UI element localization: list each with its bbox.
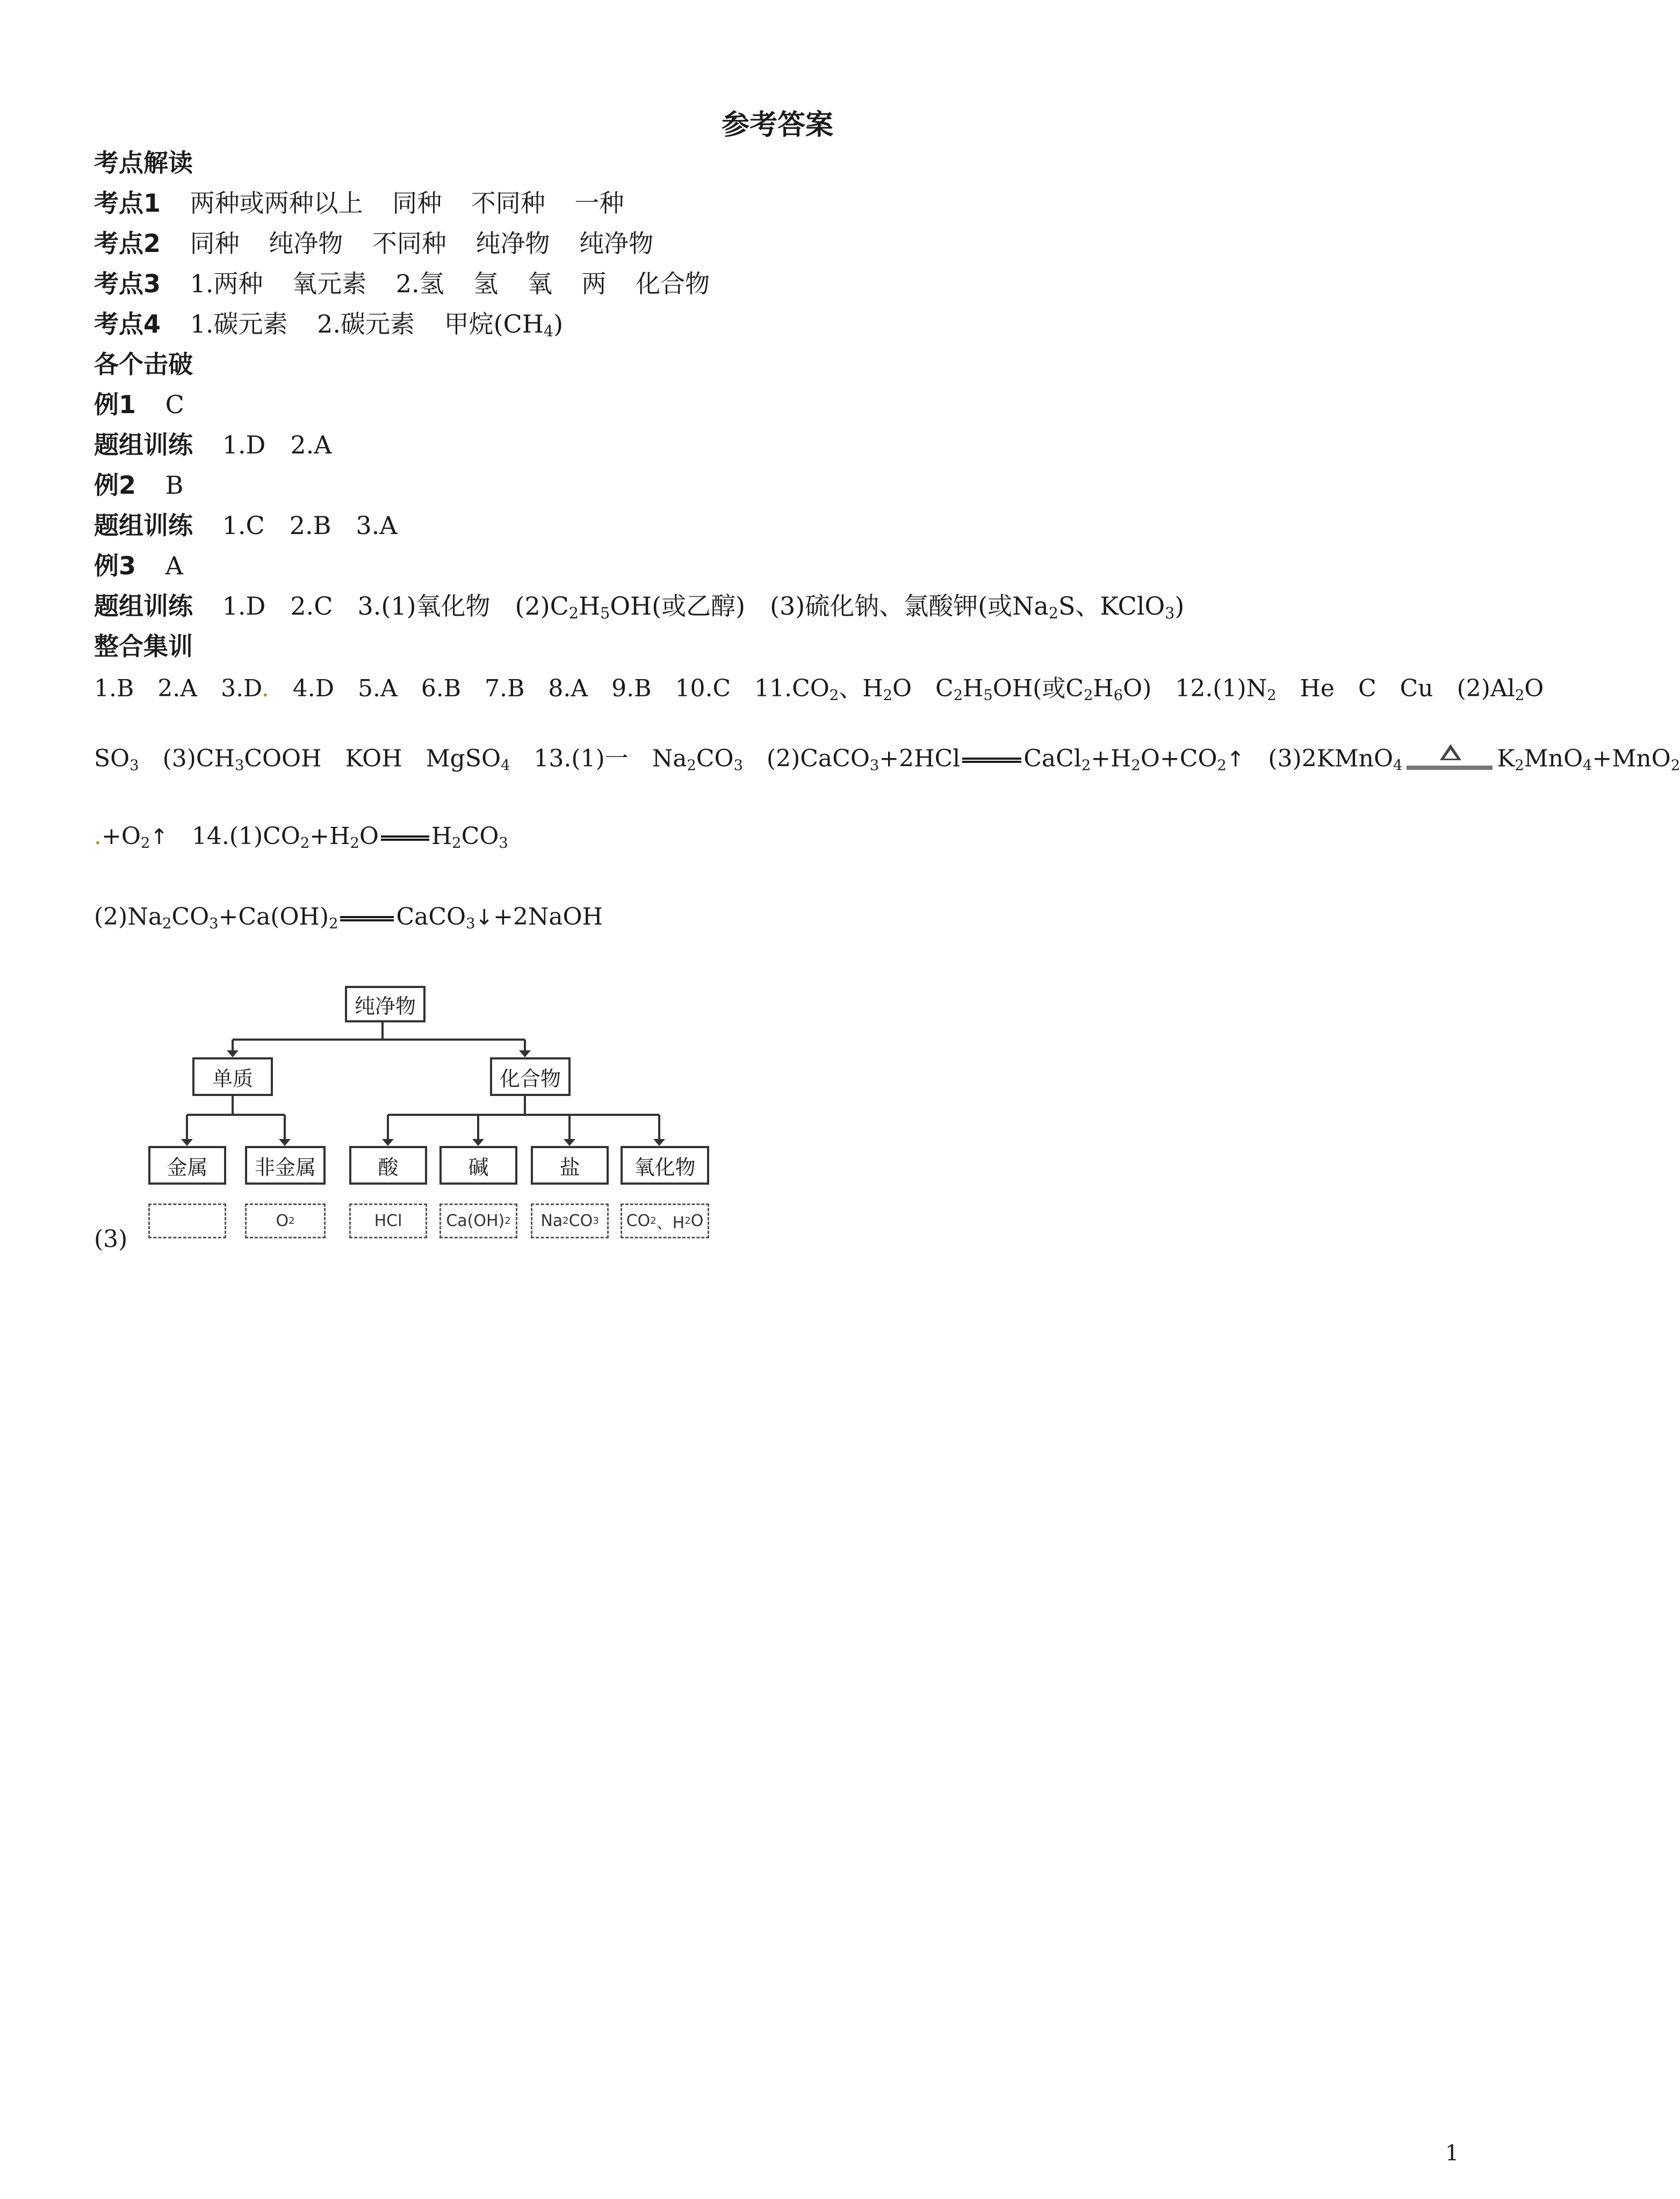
kaodian-3-line <box>94 271 710 296</box>
practice-3-line <box>94 592 1185 623</box>
tree-node-salt: 盐 <box>531 1146 609 1185</box>
answer-text: (2)Na <box>94 903 163 931</box>
subscript: 2 <box>162 915 172 932</box>
answer-text: K <box>1497 745 1515 773</box>
equals-sign <box>962 758 1021 763</box>
answer-text: CO <box>171 903 210 931</box>
kaodian-3-item: 氢 <box>473 269 499 298</box>
kaodian-1-item: 两种或两种以上 <box>190 189 363 218</box>
answer-text: O) 12.(1)N <box>1123 675 1267 702</box>
section-heading-kaodian: 考点解读 <box>94 148 193 177</box>
subscript: 2 <box>1084 687 1093 704</box>
subscript: 2 <box>1267 687 1277 704</box>
subscript: 2 <box>953 687 963 704</box>
subscript: 3 <box>1165 604 1175 623</box>
practice-3-text: S、KClO <box>1058 592 1165 621</box>
example-1-label: 例1 <box>94 390 136 419</box>
practice-1-answer: 1.D 2.A <box>222 430 332 459</box>
subscript: 2 <box>452 834 462 852</box>
example-2-answer: B <box>165 471 184 500</box>
answer-text: 14.(1)CO <box>168 823 300 850</box>
answer-text: MnO <box>1524 745 1583 773</box>
answer-text: O <box>359 823 379 850</box>
tree-answer-salt: Na 2 CO 3 <box>531 1203 609 1238</box>
answer-text: 4.D 5.A 6.B 7.B 8.A 9.B 10.C 11.CO <box>269 675 830 702</box>
tree-node-acid: 酸 <box>349 1146 427 1185</box>
page-title: 参考答案 <box>721 109 833 141</box>
kaodian-1-line <box>94 189 624 218</box>
tree-node-oxide: 氧化物 <box>621 1146 709 1185</box>
answer-text: 13.(1)一 Na <box>510 745 687 773</box>
subscript: 2 <box>1515 687 1525 704</box>
answer-text: +H <box>309 823 350 850</box>
tree-answer-metal <box>148 1203 226 1238</box>
subscript: 3 <box>209 915 219 932</box>
subscript: 3 <box>466 915 475 932</box>
subscript: 2 <box>1217 757 1227 774</box>
gas-arrow-icon: ↑ <box>1226 747 1245 772</box>
answer-text: CaCO <box>396 903 466 931</box>
kaodian-4-item: 2.碳元素 <box>317 309 415 338</box>
practice-3-label: 题组训练 <box>94 592 193 621</box>
subscript: 6 <box>1113 687 1123 704</box>
tree-node-pure-substance: 纯净物 <box>345 986 426 1022</box>
practice-1-line <box>94 432 332 457</box>
subscript: 2 <box>687 757 696 774</box>
practice-2-answer: 1.C 2.B 3.A <box>222 511 398 540</box>
precipitate-arrow-icon: ↓ <box>475 905 493 930</box>
kaodian-1-label: 考点1 <box>94 189 161 218</box>
kaodian-3-item: 氧元素 <box>292 269 367 298</box>
answer-text: +O <box>102 823 141 850</box>
kaodian-4-item: 1.碳元素 <box>190 309 288 338</box>
subscript: 2 <box>1670 757 1680 774</box>
answer-text: CO <box>461 823 499 850</box>
subscript: 5 <box>600 604 610 623</box>
kaodian-1-item: 同种 <box>392 189 442 218</box>
subscript: 4 <box>1393 757 1403 774</box>
answer-text: O <box>276 1212 289 1230</box>
answer-text: O C <box>892 675 954 702</box>
kaodian-2-item: 同种 <box>190 229 240 258</box>
gas-arrow-icon: ↑ <box>150 825 168 849</box>
subscript: 2 <box>568 604 579 623</box>
subscript: 2 <box>1515 757 1524 774</box>
kaodian-1-item: 一种 <box>574 189 624 218</box>
answer-text: (3)2KMnO <box>1244 745 1394 773</box>
subscript: 2 <box>1131 757 1141 774</box>
zhenghe-line-3 <box>94 823 508 852</box>
subscript: 3 <box>234 757 244 774</box>
answer-text: 、H <box>656 1213 685 1232</box>
answer-text: +2HCl <box>879 745 961 773</box>
answer-text: Ca(OH) <box>446 1212 505 1230</box>
kaodian-4-item: ) <box>553 309 564 338</box>
subscript: 3 <box>869 757 879 774</box>
practice-3-text: H <box>579 592 601 621</box>
kaodian-3-item: 氧 <box>527 269 552 298</box>
subscript: 3 <box>129 757 139 774</box>
tree-node-nonmetal: 非金属 <box>245 1146 326 1185</box>
equals-sign <box>381 835 429 841</box>
subscript: 2 <box>140 834 150 852</box>
subscript: 2 <box>300 834 310 852</box>
zhenghe-line-5-label: (3) <box>94 1225 128 1253</box>
practice-3-text: ) <box>1174 592 1185 621</box>
kaodian-3-item: 两 <box>581 269 607 298</box>
tree-answer-oxide: CO 2 、H 2 O <box>621 1203 709 1238</box>
answer-text: H <box>963 675 984 702</box>
example-3-line <box>94 553 183 578</box>
subscript: 5 <box>983 687 993 704</box>
heating-condition-icon <box>1407 744 1492 776</box>
tree-node-base: 碱 <box>439 1146 517 1185</box>
tree-node-compound: 化合物 <box>490 1057 571 1096</box>
tree-answer-nonmetal: O 2 <box>245 1203 326 1238</box>
equals-sign <box>340 916 394 921</box>
subscript: 2 <box>1048 604 1058 623</box>
example-2-label: 例2 <box>94 471 136 500</box>
tree-node-metal: 金属 <box>148 1146 226 1185</box>
subscript: 4 <box>543 322 554 341</box>
answer-text: +2NaOH <box>493 903 603 931</box>
tree-answer-base: Ca(OH) 2 <box>439 1203 517 1238</box>
answer-text: He C Cu (2)Al <box>1276 675 1515 702</box>
kaodian-4-line <box>94 309 564 341</box>
page-number: 1 <box>1445 2141 1459 2166</box>
answer-text: CO <box>568 1212 593 1230</box>
answer-text: OH(或C <box>992 675 1084 702</box>
subscript: 2 <box>1081 757 1091 774</box>
example-2-line <box>94 473 183 498</box>
zhenghe-line-4 <box>94 903 603 932</box>
section-heading-jipo: 各个击破 <box>94 350 193 379</box>
answer-text: +Ca(OH) <box>218 903 329 931</box>
answer-text: (3)CH <box>139 745 235 773</box>
answer-text: Na <box>540 1212 563 1230</box>
practice-1-label: 题组训练 <box>94 430 193 459</box>
answer-text: 1.B 2.A 3.D <box>94 675 262 702</box>
kaodian-1-item: 不同种 <box>471 189 545 218</box>
subscript: 2 <box>829 687 839 704</box>
kaodian-2-item: 不同种 <box>372 229 446 258</box>
zhenghe-line-1 <box>94 675 1544 704</box>
kaodian-2-item: 纯净物 <box>579 229 654 258</box>
answer-text: SO <box>94 745 130 773</box>
kaodian-3-item: 化合物 <box>636 269 710 298</box>
answer-text: 、H <box>839 675 883 702</box>
practice-2-label: 题组训练 <box>94 511 193 540</box>
answer-text: O <box>690 1212 704 1230</box>
kaodian-2-line <box>94 231 653 256</box>
section-heading-zhenghe: 整合集训 <box>94 632 193 661</box>
answer-text: CO <box>696 745 734 773</box>
subscript: 2 <box>883 687 892 704</box>
subscript: 3 <box>499 834 508 852</box>
example-3-label: 例3 <box>94 551 136 580</box>
kaodian-2-label: 考点2 <box>94 229 161 258</box>
subscript: 4 <box>501 757 510 774</box>
practice-3-text: OH(或乙醇) (3)硫化钠、氯酸钾(或Na <box>610 592 1049 621</box>
subscript: 4 <box>1583 757 1592 774</box>
example-1-answer: C <box>165 390 184 419</box>
answer-text: H <box>431 823 452 850</box>
zhenghe-line-2 <box>94 744 1680 776</box>
kaodian-2-item: 纯净物 <box>269 229 343 258</box>
kaodian-3-label: 考点3 <box>94 269 161 298</box>
tree-node-element-substance: 单质 <box>192 1057 273 1096</box>
answer-text: +H <box>1091 745 1131 773</box>
practice-3-text: 1.D 2.C 3.(1)氧化物 (2)C <box>222 592 569 621</box>
kaodian-3-item: 1.两种 <box>190 269 263 298</box>
kaodian-2-item: 纯净物 <box>475 229 550 258</box>
answer-text: +MnO <box>1592 745 1671 773</box>
example-3-answer: A <box>165 551 183 580</box>
example-1-line <box>94 392 184 417</box>
answer-text: O <box>1524 675 1544 702</box>
kaodian-4-item: 甲烷(CH <box>444 309 544 338</box>
answer-text: H <box>1093 675 1114 702</box>
tree-answer-acid: HCl <box>349 1203 427 1238</box>
kaodian-3-item: 2.氢 <box>395 269 444 298</box>
answer-text: . <box>261 675 269 702</box>
answer-text: O+CO <box>1140 745 1217 773</box>
kaodian-4-label: 考点4 <box>94 309 161 338</box>
answer-text: (2)CaCO <box>742 745 870 773</box>
answer-text: COOH KOH MgSO <box>244 745 501 773</box>
practice-2-line <box>94 513 398 538</box>
subscript: 2 <box>350 834 359 852</box>
subscript: 2 <box>329 915 338 932</box>
answer-text: . <box>94 823 102 850</box>
answer-text: CaCl <box>1023 745 1081 773</box>
subscript: 3 <box>733 757 743 774</box>
answer-text: CO <box>626 1212 651 1230</box>
